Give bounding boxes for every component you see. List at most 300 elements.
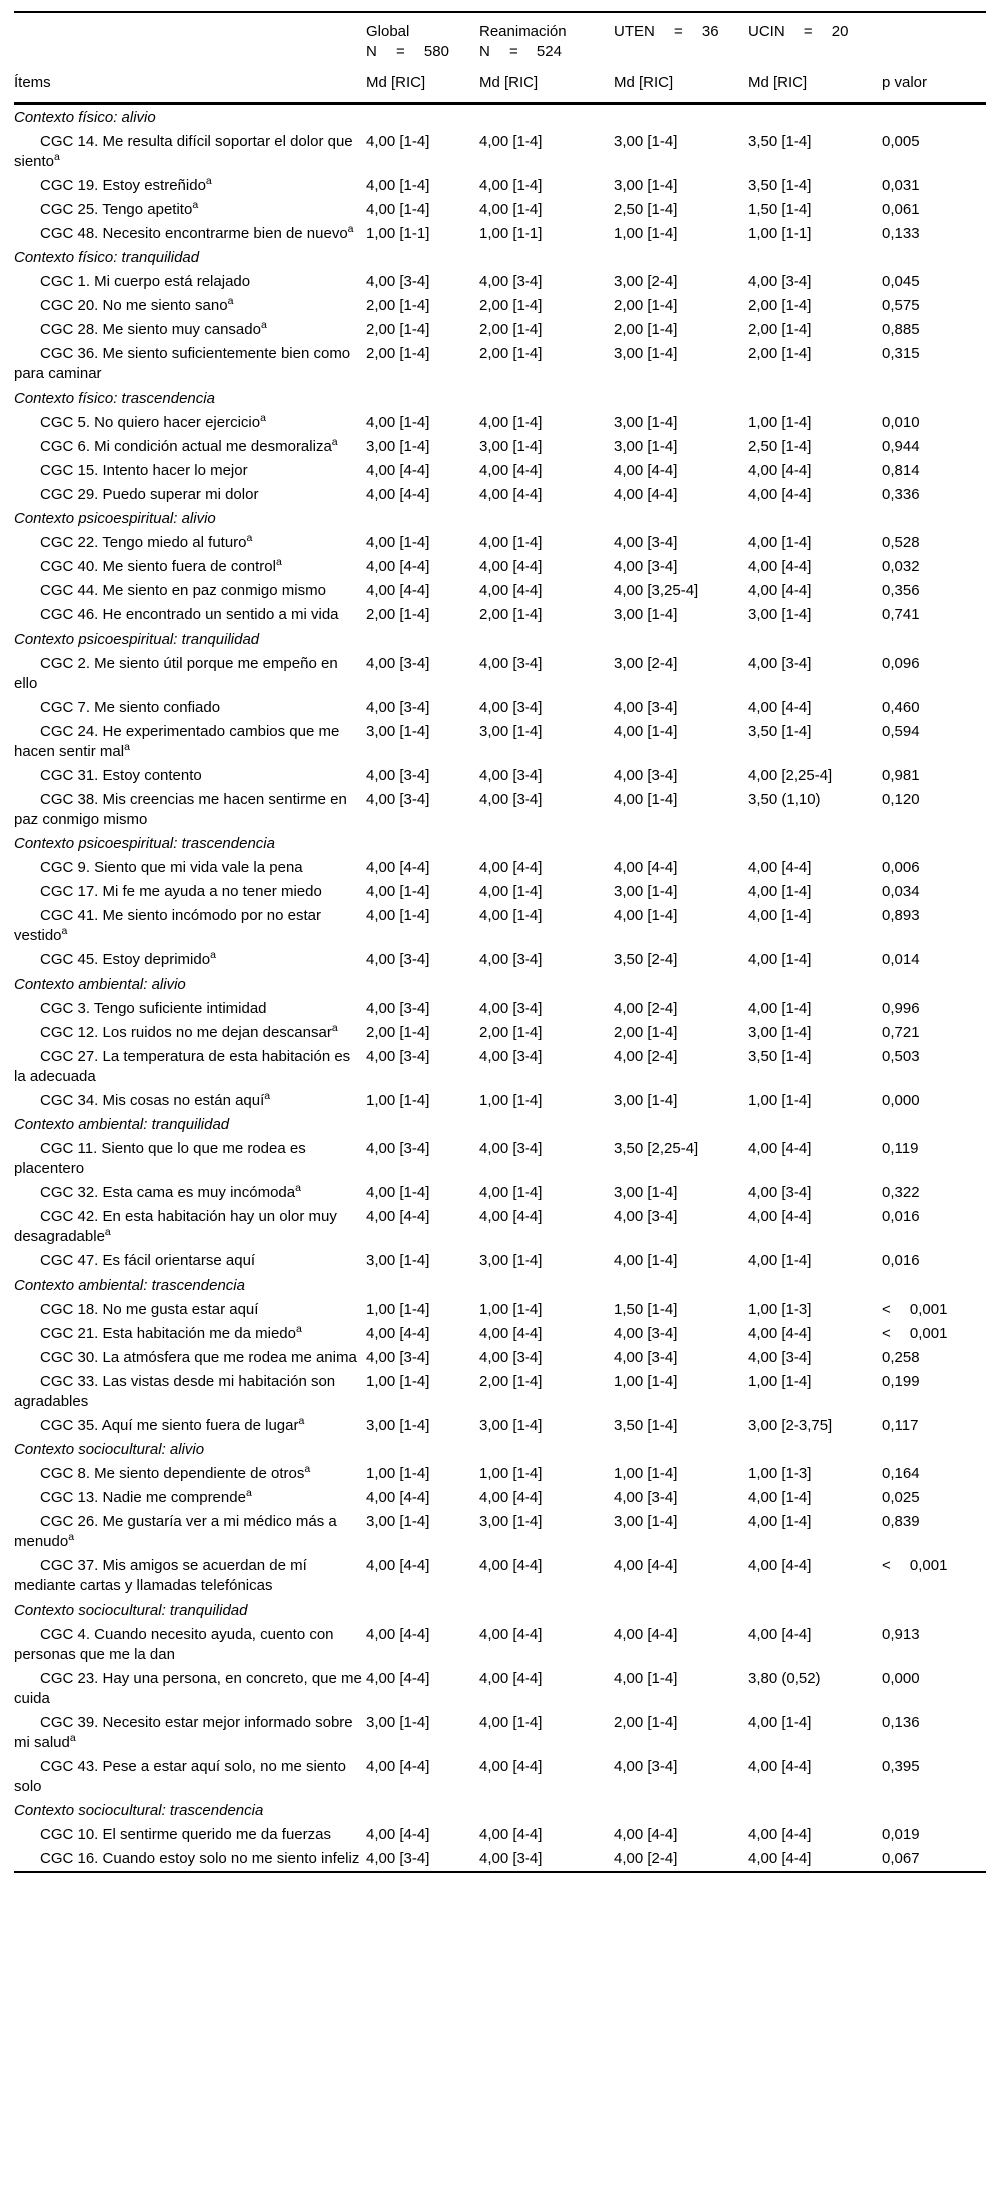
p-value: 0,814 (882, 461, 920, 479)
value-reanimacion: 4,00 [1-4] (479, 176, 543, 194)
mdric-header-global: Md [RIC] (366, 62, 479, 104)
item-row (14, 1249, 986, 1273)
p-value: 0,395 (882, 1757, 920, 1775)
value-uten: 3,00 [1-4] (614, 132, 678, 150)
value-ucin (748, 1249, 882, 1273)
p-value: 0,336 (882, 485, 920, 503)
value-ucin (748, 1823, 882, 1847)
section-title: Contexto psicoespiritual: trascendencia (14, 835, 275, 852)
item-row (14, 720, 986, 764)
value-uten: 2,00 [1-4] (614, 321, 678, 338)
value-ucin (748, 1045, 882, 1089)
value-uten: 2,50 [1-4] (614, 200, 678, 218)
value-reanimacion: 4,00 [3-4] (479, 999, 543, 1017)
value-ucin (748, 222, 882, 246)
value-global: 4,00 [3-4] (366, 790, 430, 808)
ucin-value-text: 3,50 [1-4] (748, 176, 812, 194)
value-uten: 3,00 [2-4] (614, 273, 678, 290)
footnote-marker: a (227, 295, 234, 307)
item-label: CGC 35. Aquí me siento fuera de lugar$^a$ (40, 1414, 305, 1434)
item-row (14, 603, 986, 627)
value-reanimacion: 3,00 [1-4] (479, 722, 543, 740)
ucin-value-text: 2,50 [1-4] (748, 437, 812, 455)
ucin-value-text: 4,00 [3-4] (748, 1348, 812, 1366)
ucin-value-text: 4,00 [4-4] (748, 1324, 812, 1342)
value-global: 4,00 [1-4] (366, 883, 430, 900)
value-ucin (748, 652, 882, 696)
value-global: 3,00 [1-4] (366, 1416, 430, 1434)
mdric-header-ucin: Md [RIC] (748, 62, 882, 104)
p-value: 0,016 (882, 1252, 920, 1269)
section-header-row (14, 972, 986, 997)
value-reanimacion: 3,00 [1-4] (479, 1513, 543, 1530)
table-body (14, 104, 986, 1873)
value-reanimacion: 2,00 [1-4] (479, 606, 543, 623)
ucin-value-text: 3,50 [1-4] (748, 1047, 812, 1065)
footnote-marker: a (264, 1089, 271, 1102)
item-row (14, 130, 986, 174)
item-row (14, 880, 986, 904)
value-reanimacion: 2,00 [1-4] (479, 1023, 543, 1041)
value-reanimacion: 4,00 [4-4] (479, 1324, 543, 1342)
section-title: Contexto físico: trascendencia (14, 389, 215, 407)
item-row (14, 696, 986, 720)
value-uten: 1,00 [1-4] (614, 1465, 678, 1482)
p-value: 0,006 (882, 859, 920, 876)
value-uten: 4,00 [2-4] (614, 999, 678, 1017)
value-reanimacion: 4,00 [4-4] (479, 485, 543, 503)
item-label: CGC 39. Necesito estar mejor informado sobre mi salud$^a$ (14, 1713, 353, 1751)
item-row (14, 948, 986, 972)
item-row (14, 764, 986, 788)
item-row (14, 1711, 986, 1755)
value-ucin (748, 1021, 882, 1045)
value-global: 3,00 [1-4] (366, 1252, 430, 1269)
ucin-value-text: 4,00 [4-4] (748, 1625, 812, 1643)
value-ucin (748, 904, 882, 948)
p-value: 0,322 (882, 1184, 920, 1201)
value-global: 4,00 [4-4] (366, 1324, 430, 1342)
section-title: Contexto físico: alivio (14, 108, 156, 126)
value-uten: 3,00 [1-4] (614, 1184, 678, 1201)
p-value: 0,839 (882, 1513, 920, 1530)
item-label: CGC 44. Me siento en paz conmigo mismo (40, 582, 326, 599)
item-row (14, 904, 986, 948)
p-value: 0,120 (882, 790, 920, 808)
value-global: 4,00 [4-4] (366, 1625, 430, 1643)
value-uten: 4,00 [2-4] (614, 1047, 678, 1065)
ucin-value-text: 1,00 [1-4] (748, 1372, 812, 1390)
value-reanimacion: 4,00 [3-4] (479, 1140, 543, 1157)
value-global: 4,00 [3-4] (366, 1348, 430, 1366)
item-label: CGC 3. Tengo suficiente intimidad (40, 999, 267, 1017)
item-row (14, 1205, 986, 1249)
item-row (14, 1181, 986, 1205)
value-reanimacion: 4,00 [3-4] (479, 951, 543, 968)
ucin-value-text: 4,00 [1-4] (748, 1513, 812, 1530)
value-reanimacion: 4,00 [3-4] (479, 273, 543, 290)
value-global: 4,00 [4-4] (366, 1557, 430, 1574)
p-header-spacer (882, 12, 986, 62)
item-row (14, 788, 986, 832)
p-value: 0,032 (882, 558, 920, 575)
value-uten: 4,00 [1-4] (614, 722, 678, 740)
item-label: CGC 37. Mis amigos se acuerdan de mí mediante cartas y llamadas telefónicas (14, 1557, 307, 1594)
ucin-value-text: 4,00 [1-4] (748, 1489, 812, 1506)
item-label: CGC 42. En esta habitación hay un olor muy desagradable$^a$ (14, 1208, 337, 1245)
value-uten: 4,00 [3-4] (614, 1324, 678, 1342)
section-header-row (14, 627, 986, 652)
item-label: CGC 10. El sentirme querido me da fuerzas (40, 1826, 331, 1843)
item-row (14, 342, 986, 386)
value-reanimacion: 4,00 [4-4] (479, 1757, 543, 1775)
ucin-value-text: 3,50 [1-4] (748, 722, 812, 740)
item-row (14, 1462, 986, 1486)
value-uten: 4,00 [4-4] (614, 1557, 678, 1574)
section-title: Contexto ambiental: tranquilidad (14, 1116, 230, 1133)
ucin-value-text: 2,00 [1-4] (748, 345, 812, 362)
item-row (14, 1823, 986, 1847)
p-value: 0,096 (882, 654, 920, 672)
ucin-value-text: 4,00 [4-4] (748, 1757, 812, 1775)
footnote-marker: a (295, 1182, 301, 1194)
value-uten: 4,00 [3-4] (614, 1489, 678, 1506)
section-title: Contexto sociocultural: trascendencia (14, 1802, 264, 1819)
value-reanimacion: 4,00 [3-4] (479, 766, 543, 784)
value-ucin (748, 1205, 882, 1249)
value-reanimacion: 4,00 [4-4] (479, 1625, 543, 1643)
value-global: 4,00 [1-4] (366, 1184, 430, 1201)
item-label: CGC 30. La atmósfera que me rodea me anima (40, 1348, 357, 1366)
value-global: 4,00 [4-4] (366, 461, 430, 479)
value-global: 4,00 [4-4] (366, 1826, 430, 1843)
item-row (14, 1414, 986, 1438)
value-reanimacion: 4,00 [3-4] (479, 1850, 543, 1867)
ucin-label: UCIN = 20 (748, 23, 849, 40)
value-global: 2,00 [1-4] (366, 345, 430, 362)
value-reanimacion: 2,00 [1-4] (479, 345, 543, 362)
p-valor-header: p valor (882, 62, 986, 104)
ucin-value-text: 4,00 [4-4] (748, 698, 812, 716)
col-group-reanimacion (479, 12, 614, 62)
footnote-marker: a (68, 1531, 75, 1543)
p-value: 0,000 (882, 1669, 920, 1687)
items-header-spacer (14, 12, 366, 62)
value-ucin (748, 603, 882, 627)
global-label: Global (366, 23, 410, 40)
p-value: 0,315 (882, 345, 920, 362)
footnote-marker: a (331, 1021, 338, 1034)
footnote-marker: a (69, 1731, 76, 1744)
mdric-header-reanimacion: Md [RIC] (479, 62, 614, 104)
item-label: CGC 15. Intento hacer lo mejor (40, 461, 248, 479)
value-global: 4,00 [1-4] (366, 132, 430, 150)
value-ucin (748, 696, 882, 720)
value-uten: 3,00 [1-4] (614, 883, 678, 900)
ucin-value-text: 3,00 [1-4] (748, 1023, 812, 1041)
value-uten: 4,00 [1-4] (614, 1669, 678, 1687)
value-ucin (748, 1623, 882, 1667)
footnote-marker: a (298, 1414, 305, 1427)
value-ucin (748, 1510, 882, 1554)
footnote-marker: a (54, 150, 60, 163)
ucin-value-text: 1,00 [1-3] (748, 1465, 812, 1482)
value-reanimacion: 4,00 [4-4] (479, 558, 543, 575)
item-row (14, 555, 986, 579)
value-uten: 3,00 [1-4] (614, 606, 678, 623)
p-value: 0,010 (882, 413, 920, 431)
ucin-value-text: 2,00 [1-4] (748, 321, 812, 338)
item-label: CGC 25. Tengo apetito$^a$ (40, 198, 199, 218)
ucin-value-text: 4,00 [2,25-4] (748, 766, 833, 784)
value-reanimacion: 1,00 [1-4] (479, 1091, 543, 1109)
item-label: CGC 17. Mi fe me ayuda a no tener miedo (40, 883, 322, 900)
value-uten: 4,00 [4-4] (614, 1826, 678, 1843)
value-reanimacion: 4,00 [1-4] (479, 200, 543, 218)
ucin-value-text: 1,00 [1-3] (748, 1300, 812, 1318)
item-label: CGC 4. Cuando necesito ayuda, cuento con personas que me la dan (14, 1625, 334, 1663)
ucin-value-text: 4,00 [3-4] (748, 273, 812, 290)
item-label: CGC 11. Siento que lo que me rodea es placentero (14, 1140, 306, 1177)
value-uten: 1,00 [1-4] (614, 1372, 678, 1390)
item-label: CGC 26. Me gustaría ver a mi médico más a menudo$^a$ (14, 1513, 337, 1550)
item-label: CGC 45. Estoy deprimido$^a$ (40, 949, 216, 968)
value-uten: 4,00 [4-4] (614, 461, 678, 479)
p-value: 0,503 (882, 1047, 920, 1065)
footnote-marker: a (205, 174, 212, 187)
p-value: 0,981 (882, 766, 920, 784)
ucin-value-text: 4,00 [1-4] (748, 907, 812, 924)
value-uten: 2,00 [1-4] (614, 297, 678, 314)
p-value: 0,258 (882, 1348, 920, 1366)
value-reanimacion: 1,00 [1-4] (479, 1465, 543, 1482)
value-uten: 4,00 [1-4] (614, 1252, 678, 1269)
ucin-value-text: 4,00 [4-4] (748, 1140, 812, 1157)
item-row (14, 1021, 986, 1045)
ucin-value-text: 4,00 [4-4] (748, 558, 812, 575)
value-ucin (748, 1346, 882, 1370)
value-global: 1,00 [1-4] (366, 1300, 430, 1318)
value-ucin (748, 294, 882, 318)
value-ucin (748, 1181, 882, 1205)
value-ucin (748, 1370, 882, 1414)
ucin-value-text: 4,00 [4-4] (748, 859, 812, 876)
section-header-row (14, 104, 986, 130)
value-reanimacion: 3,00 [1-4] (479, 437, 543, 455)
item-label: CGC 13. Nadie me comprende$^a$ (40, 1487, 252, 1506)
reanimacion-label: Reanimación (479, 23, 567, 40)
ucin-value-text: 4,00 [3-4] (748, 654, 812, 672)
footnote-marker: a (210, 949, 216, 961)
item-row (14, 1510, 986, 1554)
value-reanimacion: 4,00 [1-4] (479, 413, 543, 431)
section-header-row (14, 832, 986, 857)
p-value: 0,031 (882, 176, 920, 194)
value-global: 2,00 [1-4] (366, 606, 430, 623)
p-value: 0,117 (882, 1416, 919, 1434)
ucin-value-text: 1,00 [1-1] (748, 224, 812, 242)
value-reanimacion: 2,00 [1-4] (479, 1372, 543, 1390)
p-value: 0,356 (882, 582, 920, 599)
mdric-header-uten: Md [RIC] (614, 62, 748, 104)
value-global: 4,00 [3-4] (366, 698, 430, 716)
reanimacion-n-label: N = 524 (479, 43, 562, 60)
value-global: 4,00 [3-4] (366, 273, 430, 290)
item-row (14, 222, 986, 246)
value-uten: 4,00 [4-4] (614, 859, 678, 876)
value-reanimacion: 4,00 [4-4] (479, 1208, 543, 1225)
value-ucin (748, 411, 882, 435)
value-ucin (748, 270, 882, 294)
item-row (14, 435, 986, 459)
ucin-value-text: 1,00 [1-4] (748, 413, 812, 431)
ucin-value-text: 3,00 [2-3,75] (748, 1416, 833, 1434)
measure-header-row (14, 62, 986, 104)
value-uten: 4,00 [3-4] (614, 558, 678, 575)
section-header-row (14, 1273, 986, 1298)
group-header-row (14, 12, 986, 62)
value-uten: 1,50 [1-4] (614, 1300, 678, 1318)
p-value: 0,996 (882, 999, 920, 1017)
value-reanimacion: 3,00 [1-4] (479, 1416, 543, 1434)
p-value: 0,067 (882, 1850, 920, 1867)
value-global: 4,00 [3-4] (366, 1047, 430, 1065)
value-reanimacion: 4,00 [3-4] (479, 1047, 543, 1065)
item-row (14, 318, 986, 342)
value-global: 4,00 [4-4] (366, 859, 430, 876)
value-ucin (748, 555, 882, 579)
section-title: Contexto sociocultural: alivio (14, 1441, 205, 1458)
value-global: 1,00 [1-1] (366, 224, 430, 242)
item-row (14, 1137, 986, 1181)
footnote-marker: a (104, 1226, 111, 1238)
value-reanimacion: 1,00 [1-4] (479, 1300, 543, 1318)
value-uten: 4,00 [3-4] (614, 766, 678, 784)
item-label: CGC 43. Pese a estar aquí solo, no me siento solo (14, 1757, 346, 1795)
item-row (14, 1045, 986, 1089)
value-reanimacion: 4,00 [3-4] (479, 654, 543, 672)
value-ucin (748, 880, 882, 904)
value-ucin (748, 764, 882, 788)
value-reanimacion: 2,00 [1-4] (479, 321, 543, 338)
value-reanimacion: 4,00 [3-4] (479, 790, 543, 808)
value-global: 4,00 [1-4] (366, 200, 430, 218)
p-value: 0,019 (882, 1826, 920, 1843)
p-value: 0,005 (882, 132, 920, 150)
item-row (14, 198, 986, 222)
item-row (14, 459, 986, 483)
item-label: CGC 5. No quiero hacer ejercicio$^a$ (40, 411, 266, 431)
item-label: CGC 9. Siento que mi vida vale la pena (40, 859, 303, 876)
section-header-row (14, 1438, 986, 1463)
value-reanimacion: 4,00 [3-4] (479, 698, 543, 716)
ucin-value-text: 4,00 [4-4] (748, 1850, 812, 1867)
ucin-value-text: 4,00 [1-4] (748, 1713, 812, 1731)
value-ucin (748, 1711, 882, 1755)
comfort-scale-table (14, 11, 986, 1873)
p-value: 0,460 (882, 698, 920, 716)
value-reanimacion: 4,00 [4-4] (479, 1557, 543, 1574)
value-ucin (748, 318, 882, 342)
section-title: Contexto ambiental: trascendencia (14, 1276, 245, 1294)
item-label: CGC 48. Necesito encontrarme bien de nuevo$^a$ (40, 222, 354, 242)
item-row (14, 1554, 986, 1598)
value-ucin (748, 531, 882, 555)
value-global: 4,00 [3-4] (366, 1850, 430, 1867)
footnote-marker: a (260, 411, 266, 424)
footnote-marker: a (347, 222, 354, 235)
value-ucin (748, 720, 882, 764)
item-row (14, 1667, 986, 1711)
section-title: Contexto sociocultural: tranquilidad (14, 1601, 248, 1619)
ucin-value-text: 3,50 (1,10) (748, 790, 821, 808)
value-ucin (748, 1298, 882, 1322)
ucin-value-text: 4,00 [3-4] (748, 1184, 812, 1201)
value-uten: 3,00 [1-4] (614, 437, 678, 455)
value-reanimacion: 4,00 [4-4] (479, 461, 543, 479)
value-global: 2,00 [1-4] (366, 1023, 430, 1041)
footnote-marker: a (192, 198, 199, 211)
value-global: 4,00 [3-4] (366, 1140, 430, 1157)
value-ucin (748, 1414, 882, 1438)
item-label: CGC 20. No me siento sano$^a$ (40, 295, 234, 314)
value-ucin (748, 1667, 882, 1711)
value-ucin (748, 948, 882, 972)
item-label: CGC 1. Mi cuerpo está relajado (40, 273, 251, 290)
value-reanimacion: 1,00 [1-1] (479, 224, 543, 242)
item-label: CGC 14. Me resulta difícil soportar el dolor que siento$^a$ (14, 132, 353, 170)
value-reanimacion: 4,00 [4-4] (479, 1669, 543, 1687)
ucin-value-text: 4,00 [1-4] (748, 883, 812, 900)
value-global: 4,00 [1-4] (366, 907, 430, 924)
uten-label: UTEN = 36 (614, 23, 719, 40)
item-label: CGC 24. He experimentado cambios que me hacen sentir mal$^a$ (14, 722, 340, 760)
col-group-global (366, 12, 479, 62)
item-label: CGC 18. No me gusta estar aquí (40, 1300, 259, 1318)
item-label: CGC 33. Las vistas desde mi habitación son agradables (14, 1372, 336, 1410)
item-row (14, 270, 986, 294)
item-label: CGC 23. Hay una persona, en concreto, que me cuida (14, 1669, 362, 1707)
value-uten: 4,00 [3-4] (614, 1348, 678, 1366)
value-reanimacion: 4,00 [4-4] (479, 859, 543, 876)
p-value: 0,885 (882, 321, 920, 338)
value-uten: 4,00 [4-4] (614, 1625, 678, 1643)
item-label: CGC 36. Me siento suficientemente bien como para caminar (14, 345, 351, 382)
value-uten: 1,00 [1-4] (614, 224, 678, 242)
p-value: 0,014 (882, 951, 920, 968)
value-global: 4,00 [4-4] (366, 582, 430, 599)
ucin-value-text: 3,00 [1-4] (748, 606, 812, 623)
value-uten: 2,00 [1-4] (614, 1713, 678, 1731)
value-uten: 4,00 [3,25-4] (614, 582, 699, 599)
ucin-value-text: 4,00 [4-4] (748, 485, 812, 503)
p-value: 0,594 (882, 722, 920, 740)
value-ucin (748, 1137, 882, 1181)
p-value: 0,136 (882, 1713, 920, 1731)
p-value: < 0,001 (882, 1557, 948, 1574)
item-row (14, 997, 986, 1021)
value-reanimacion: 4,00 [1-4] (479, 1713, 543, 1731)
item-row (14, 579, 986, 603)
table-header (14, 12, 986, 104)
value-reanimacion: 4,00 [1-4] (479, 132, 543, 150)
item-label: CGC 27. La temperatura de esta habitación es la adecuada (14, 1047, 351, 1085)
value-uten: 3,00 [1-4] (614, 1513, 678, 1530)
item-label: CGC 31. Estoy contento (40, 766, 202, 784)
value-global: 4,00 [4-4] (366, 1208, 430, 1225)
p-value: 0,199 (882, 1372, 920, 1390)
p-value: 0,741 (882, 606, 920, 623)
